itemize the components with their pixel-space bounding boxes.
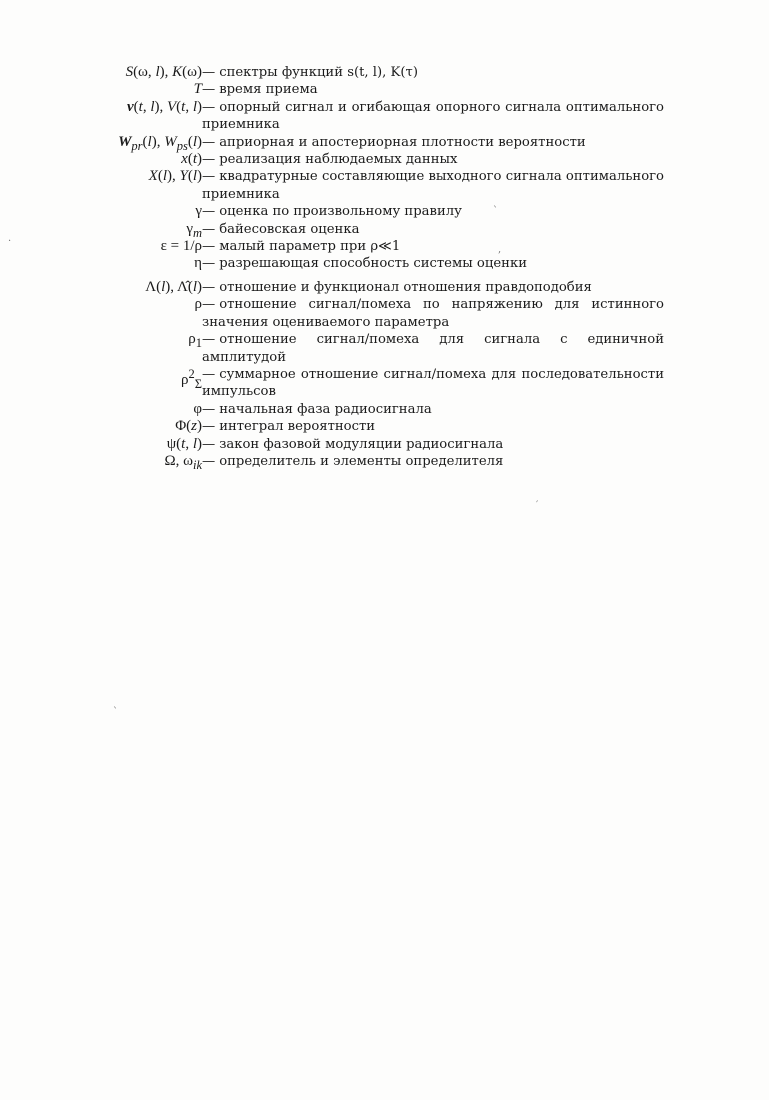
dash: —	[202, 169, 216, 185]
description: байесовская оценка	[219, 221, 360, 237]
description: отношение сигнал/помеха по напряжению для истинного значения оцениваемого параметра	[202, 297, 664, 330]
symbol: η	[194, 255, 202, 272]
list-item	[0, 436, 769, 453]
scan-speck: ,	[498, 244, 502, 255]
description: начальная фаза радиосигнала	[219, 401, 432, 417]
description: определитель и элементы определителя	[219, 453, 504, 469]
dash: —	[202, 436, 216, 452]
dash: —	[202, 279, 216, 295]
description: суммарное отношение сигнал/помеха для последовательности импульсов	[202, 366, 664, 400]
description: отношение и функционал отношения правдоподобия	[219, 279, 592, 295]
dash: —	[202, 401, 216, 417]
symbol: x(t)	[181, 151, 202, 168]
scan-speck: `	[493, 206, 498, 217]
description: малый параметр при ρ≪1	[219, 239, 401, 255]
list-item	[0, 81, 769, 98]
description: априорная и апостериорная плотности вероятности	[219, 134, 586, 150]
description: оценка по произвольному правилу	[219, 204, 462, 220]
list-item	[0, 238, 769, 255]
symbol: $\rho_1$	[188, 331, 202, 351]
description: спектры функций s(t, l), K(τ)	[219, 65, 418, 80]
dash: —	[202, 152, 216, 168]
description: закон фазовой модуляции радиосигнала	[219, 436, 504, 452]
symbol: $\gamma_m$	[186, 220, 202, 240]
symbol: γ	[195, 203, 202, 220]
description: квадратурные составляющие выходного сигнала оптимального приемника	[202, 169, 664, 202]
symbol: Ω, $\omega_{ik}$	[164, 452, 202, 472]
dash: —	[202, 366, 216, 382]
symbol: X(l), Y(l)	[148, 168, 202, 185]
list-item	[0, 255, 769, 272]
list-item	[0, 453, 769, 470]
dash: —	[202, 453, 216, 469]
symbol: T	[193, 81, 202, 98]
symbol: v(t, l), V(t, l)	[126, 98, 202, 115]
dash: —	[202, 256, 216, 272]
list-item	[0, 418, 769, 435]
scan-speck: ·	[8, 236, 12, 247]
list-item	[0, 64, 769, 81]
description: время приема	[219, 82, 318, 98]
dash: —	[202, 297, 216, 313]
scan-speck: `	[113, 707, 118, 718]
description: интеграл вероятности	[219, 419, 376, 435]
dash: —	[202, 65, 216, 80]
dash: —	[202, 332, 216, 348]
description: реализация наблюдаемых данных	[219, 152, 458, 168]
list-item	[0, 279, 769, 296]
description: опорный сигнал и огибающая опорного сигнала оптимального приемника	[202, 99, 664, 133]
list-item	[0, 366, 769, 401]
list-item	[0, 134, 769, 151]
symbol: ε = 1/ρ	[160, 238, 202, 255]
symbol: φ	[193, 400, 202, 417]
symbol: Φ(z)	[175, 418, 202, 435]
list-item	[0, 331, 769, 366]
list-item	[0, 168, 769, 203]
dash: —	[202, 419, 216, 435]
symbol: ρ	[194, 296, 202, 313]
dash: —	[202, 204, 216, 220]
description: отношение сигнал/помеха для сигнала с единичной амплитудой	[202, 332, 664, 365]
symbol: Λ(l), Λ̂(l)	[145, 278, 202, 295]
notation-list	[0, 64, 769, 470]
symbol: $\rho^2_\Sigma$	[180, 366, 202, 391]
dash: —	[202, 239, 216, 255]
list-item	[0, 221, 769, 238]
dash: —	[202, 134, 216, 150]
symbol: $W_{pr}(l)$, $W_{ps}(l)$	[118, 133, 202, 153]
list-item	[0, 151, 769, 168]
list-item	[0, 99, 769, 134]
symbol: ψ(t, l)	[166, 435, 202, 452]
dash: —	[202, 99, 216, 115]
list-item	[0, 203, 769, 220]
symbol: S(ω, l), K(ω)	[125, 64, 202, 80]
dash: —	[202, 82, 216, 98]
list-item	[0, 296, 769, 331]
description: разрешающая способность системы оценки	[219, 256, 527, 272]
list-item	[0, 401, 769, 418]
dash: —	[202, 221, 216, 237]
scan-speck: ′	[536, 500, 539, 511]
